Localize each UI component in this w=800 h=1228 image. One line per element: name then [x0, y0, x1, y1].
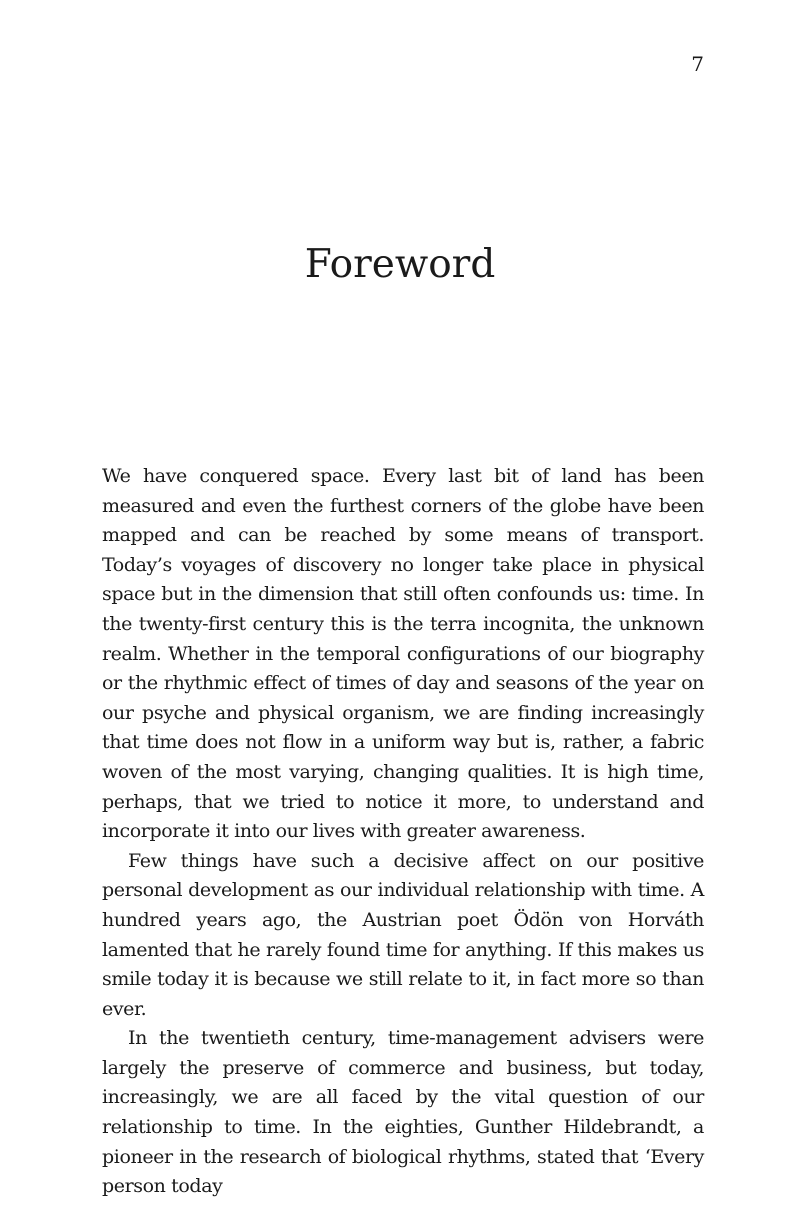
page-number: 7: [691, 52, 704, 76]
paragraph: In the twentieth century, time-management advisers were largely the preserve of commerce and business, but today, increasingly, we are all faced by the vital question of our relationship to time. In the eighties, Gunther Hildebrandt, a pioneer in the research of biological rhythms, stated that ‘Every person today: [102, 1027, 704, 1198]
paragraph: Few things have such a decisive affect on our positive personal development as our individual relationship with time. A hundred years ago, the Austrian poet Ödön von Horváth lamented that he rarely found time for anything. If this makes us smile today it is because we still relate to it, in fact more so than ever.: [102, 849, 704, 1020]
body-text: [102, 462, 704, 1202]
chapter-title: Foreword: [304, 242, 496, 287]
paragraph: We have conquered space. Every last bit of land has been measured and even the furthest corners of the globe have been mapped and can be reached by some means of transport. Today’s voyages of discovery no longer take place in physical space but in the dimension that still often confounds us: time. In the twenty-first century this is the terra incognita, the unknown realm. Whether in the temporal configurations of our biography or the rhythmic effect of times of day and seasons of the year on our psyche and physical organism, we are finding increasingly that time does not flow in a uniform way but is, rather, a fabric woven of the most varying, changing qualities. It is high time, perhaps, that we tried to notice it more, to understand and incorporate it into our lives with greater awareness.: [102, 465, 704, 843]
